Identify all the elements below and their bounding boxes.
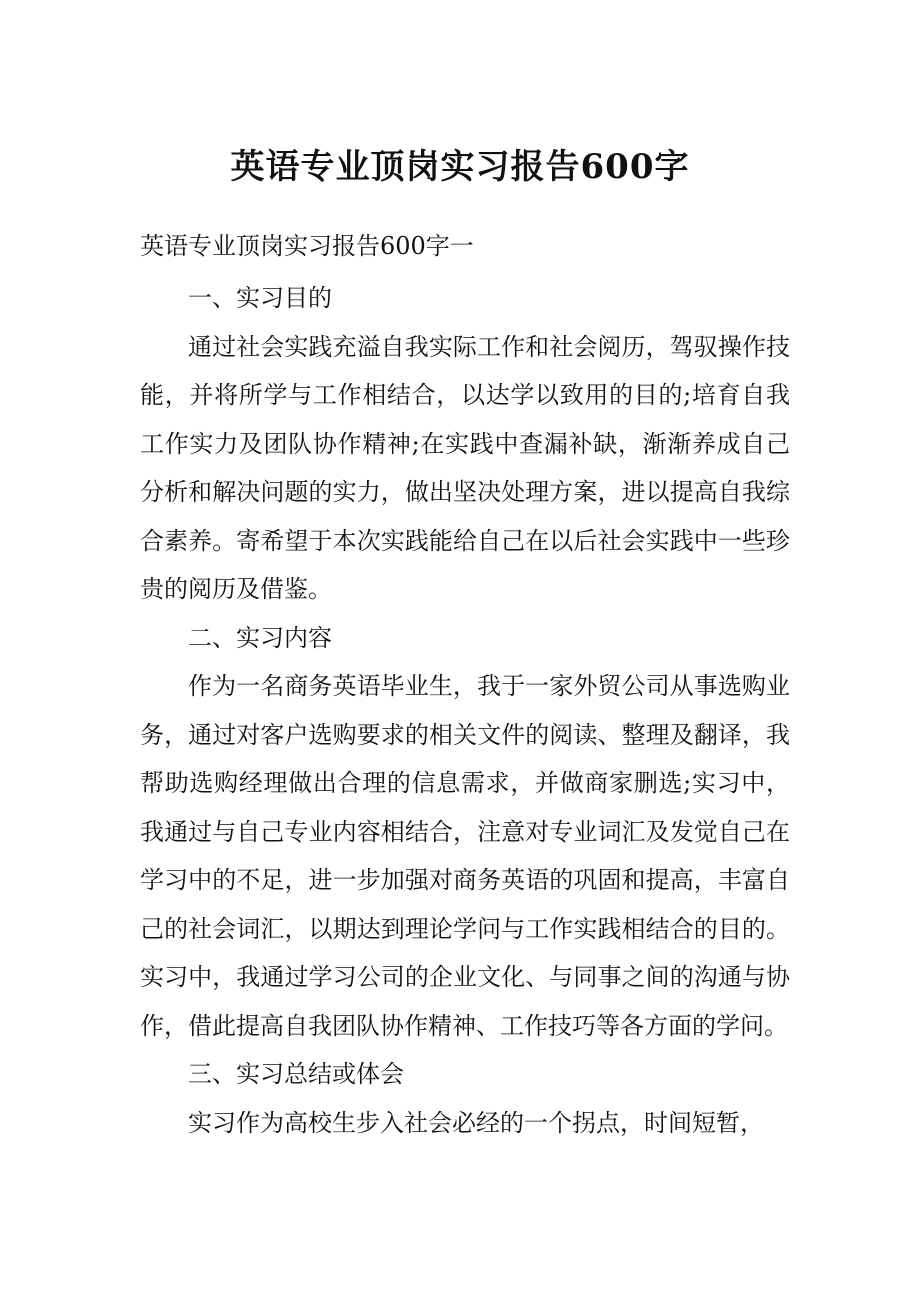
section-paragraph-content: 作为一名商务英语毕业生，我于一家外贸公司从事选购业务，通过对客户选购要求的相关文件的阅读、整理及翻译，我帮助选购经理做出合理的信息需求，并做商家删选;实习中，我通过与自己专业内容相结合，注意对专业词汇及发觉自己在学习中的不足，进一步加强对商务英语的巩固和提高，丰富自己的社会词汇，以期达到理论学问与工作实践相结合的目的。实习中，我通过学习公司的企业文化、与同事之间的沟通与协作，借此提高自我团队协作精神、工作技巧等各方面的学问。 <box>140 672 790 1040</box>
section-heading-content: 二、实习内容 <box>188 623 332 652</box>
document-subtitle: 英语专业顶岗实习报告600字一 <box>140 232 474 260</box>
section-heading-purpose: 一、实习目的 <box>188 284 332 312</box>
section-paragraph-purpose: 通过社会实践充溢自我实际工作和社会阅历，驾驭操作技能，并将所学与工作相结合，以达学以致用的目的;培育自我工作实力及团队协作精神;在实践中查漏补缺，渐渐养成自己分析和解决问题的实力，做出坚决处理方案，进以提高自我综合素养。寄希望于本次实践能给自己在以后社会实践中一些珍贵的阅历及借鉴。 <box>140 332 790 603</box>
section-paragraph-summary: 实习作为高校生步入社会必经的一个拐点，时间短暂， <box>188 1108 764 1137</box>
document-body <box>140 274 790 1147</box>
document-title: 英语专业顶岗实习报告600字 <box>230 147 690 187</box>
section-heading-summary: 三、实习总结或体会 <box>188 1060 404 1088</box>
